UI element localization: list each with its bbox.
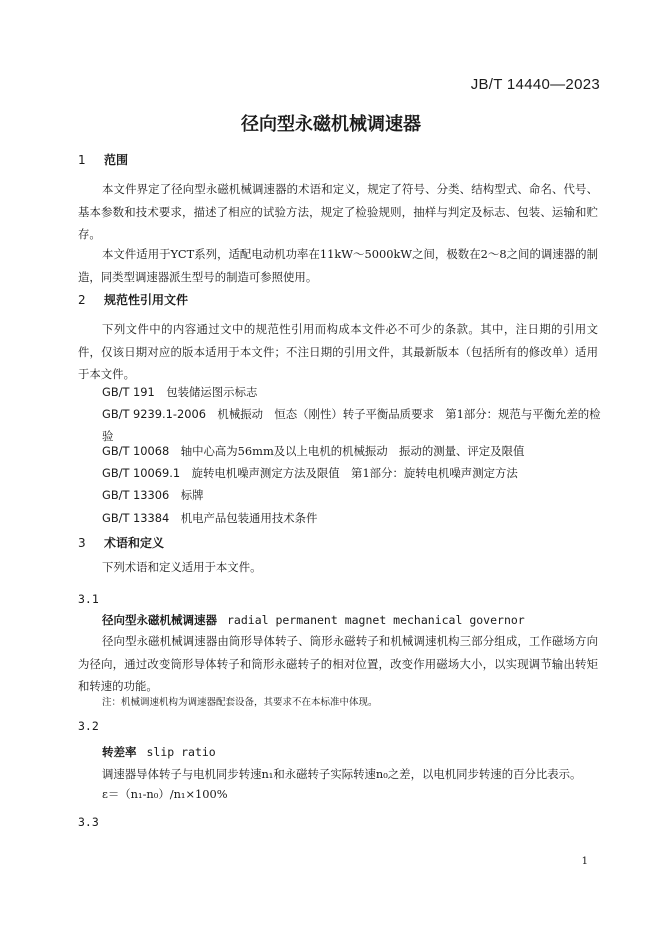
reference-code: GB/T 191 [102, 385, 155, 399]
section-2-heading [78, 291, 188, 308]
term-chinese: 径向型永磁机械调速器 [102, 613, 217, 627]
term-english: slip ratio [146, 745, 216, 759]
reference-title: 标牌 [180, 488, 204, 502]
term-definition: 调速器导体转子与电机同步转速n₁和永磁转子实际转速n₀之差，以电机同步转速的百分比表示。 [102, 767, 582, 781]
reference-title: 轴中心高为56mm及以上电机的机械振动 振动的测量、评定及限值 [180, 444, 525, 458]
section-1-paragraph-1: 本文件界定了径向型永磁机械调速器的术语和定义，规定了符号、分类、结构型式、命名、代号、基本参数和技术要求，描述了相应的试验方法，规定了检验规则，抽样与判定及标志、包装、运输和贮存。 [78, 182, 598, 241]
page-number: 1 [581, 856, 588, 867]
standard-code: JB/T 14440—2023 [470, 76, 600, 93]
document-title: 径向型永磁机械调速器 [241, 114, 421, 135]
reference-item [102, 381, 602, 403]
section-3-intro: 下列术语和定义适用于本文件。 [102, 560, 262, 574]
reference-title: 包装储运图示标志 [166, 385, 258, 399]
term-number: 3.3 [78, 815, 99, 829]
reference-title: 旋转电机噪声测定方法及限值 第1部分：旋转电机噪声测定方法 [191, 466, 518, 480]
section-number: 3 [78, 536, 86, 550]
reference-item [102, 484, 602, 506]
reference-title: 机电产品包装通用技术条件 [180, 511, 318, 525]
section-title: 范围 [104, 153, 129, 167]
reference-item [102, 440, 602, 462]
section-title: 规范性引用文件 [104, 293, 189, 307]
reference-item [102, 462, 602, 484]
section-number: 1 [78, 153, 86, 167]
reference-code: GB/T 10069.1 [102, 466, 181, 480]
term-chinese: 转差率 [102, 745, 137, 759]
term-number: 3.1 [78, 592, 99, 606]
section-1-paragraph-2: 本文件适用于YCT系列，适配电动机功率在11kW～5000kW之间，极数在2～8之间的调速器的制造，同类型调速器派生型号的制造可参照使用。 [78, 247, 598, 284]
section-3-heading [78, 534, 164, 551]
reference-code: GB/T 13306 [102, 488, 170, 502]
reference-title: 机械振动 恒态（刚性）转子平衡品质要求 第1部分：规范与平衡允差的检验 [102, 407, 601, 443]
reference-code: GB/T 13384 [102, 511, 170, 525]
term-definition: 径向型永磁机械调速器由筒形导体转子、筒形永磁转子和机械调速机构三部分组成，工作磁场方向为径向，通过改变筒形导体转子和筒形永磁转子的相对位置，改变作用磁场大小，以实现调节输出转矩和转速的功能。 [78, 634, 598, 693]
term-heading [102, 612, 525, 628]
term-heading [102, 744, 216, 760]
section-number: 2 [78, 293, 86, 307]
section-title: 术语和定义 [104, 536, 165, 550]
reference-code: GB/T 9239.1-2006 [102, 407, 207, 421]
section-1-heading [78, 151, 128, 168]
reference-code: GB/T 10068 [102, 444, 170, 458]
term-note: 注：机械调速机构为调速器配套设备，其要求不在本标准中体现。 [102, 697, 378, 708]
reference-item [102, 507, 602, 529]
term-english: radial permanent magnet mechanical governor [227, 613, 525, 627]
section-2-paragraph-1: 下列文件中的内容通过文中的规范性引用而构成本文件必不可少的条款。其中，注日期的引用文件，仅该日期对应的版本适用于本文件；不注日期的引用文件，其最新版本（包括所有的修改单）适用于本文件。 [78, 322, 598, 381]
term-number: 3.2 [78, 719, 99, 733]
formula: ε＝（n₁-n₀）/n₁×100% [102, 787, 228, 801]
